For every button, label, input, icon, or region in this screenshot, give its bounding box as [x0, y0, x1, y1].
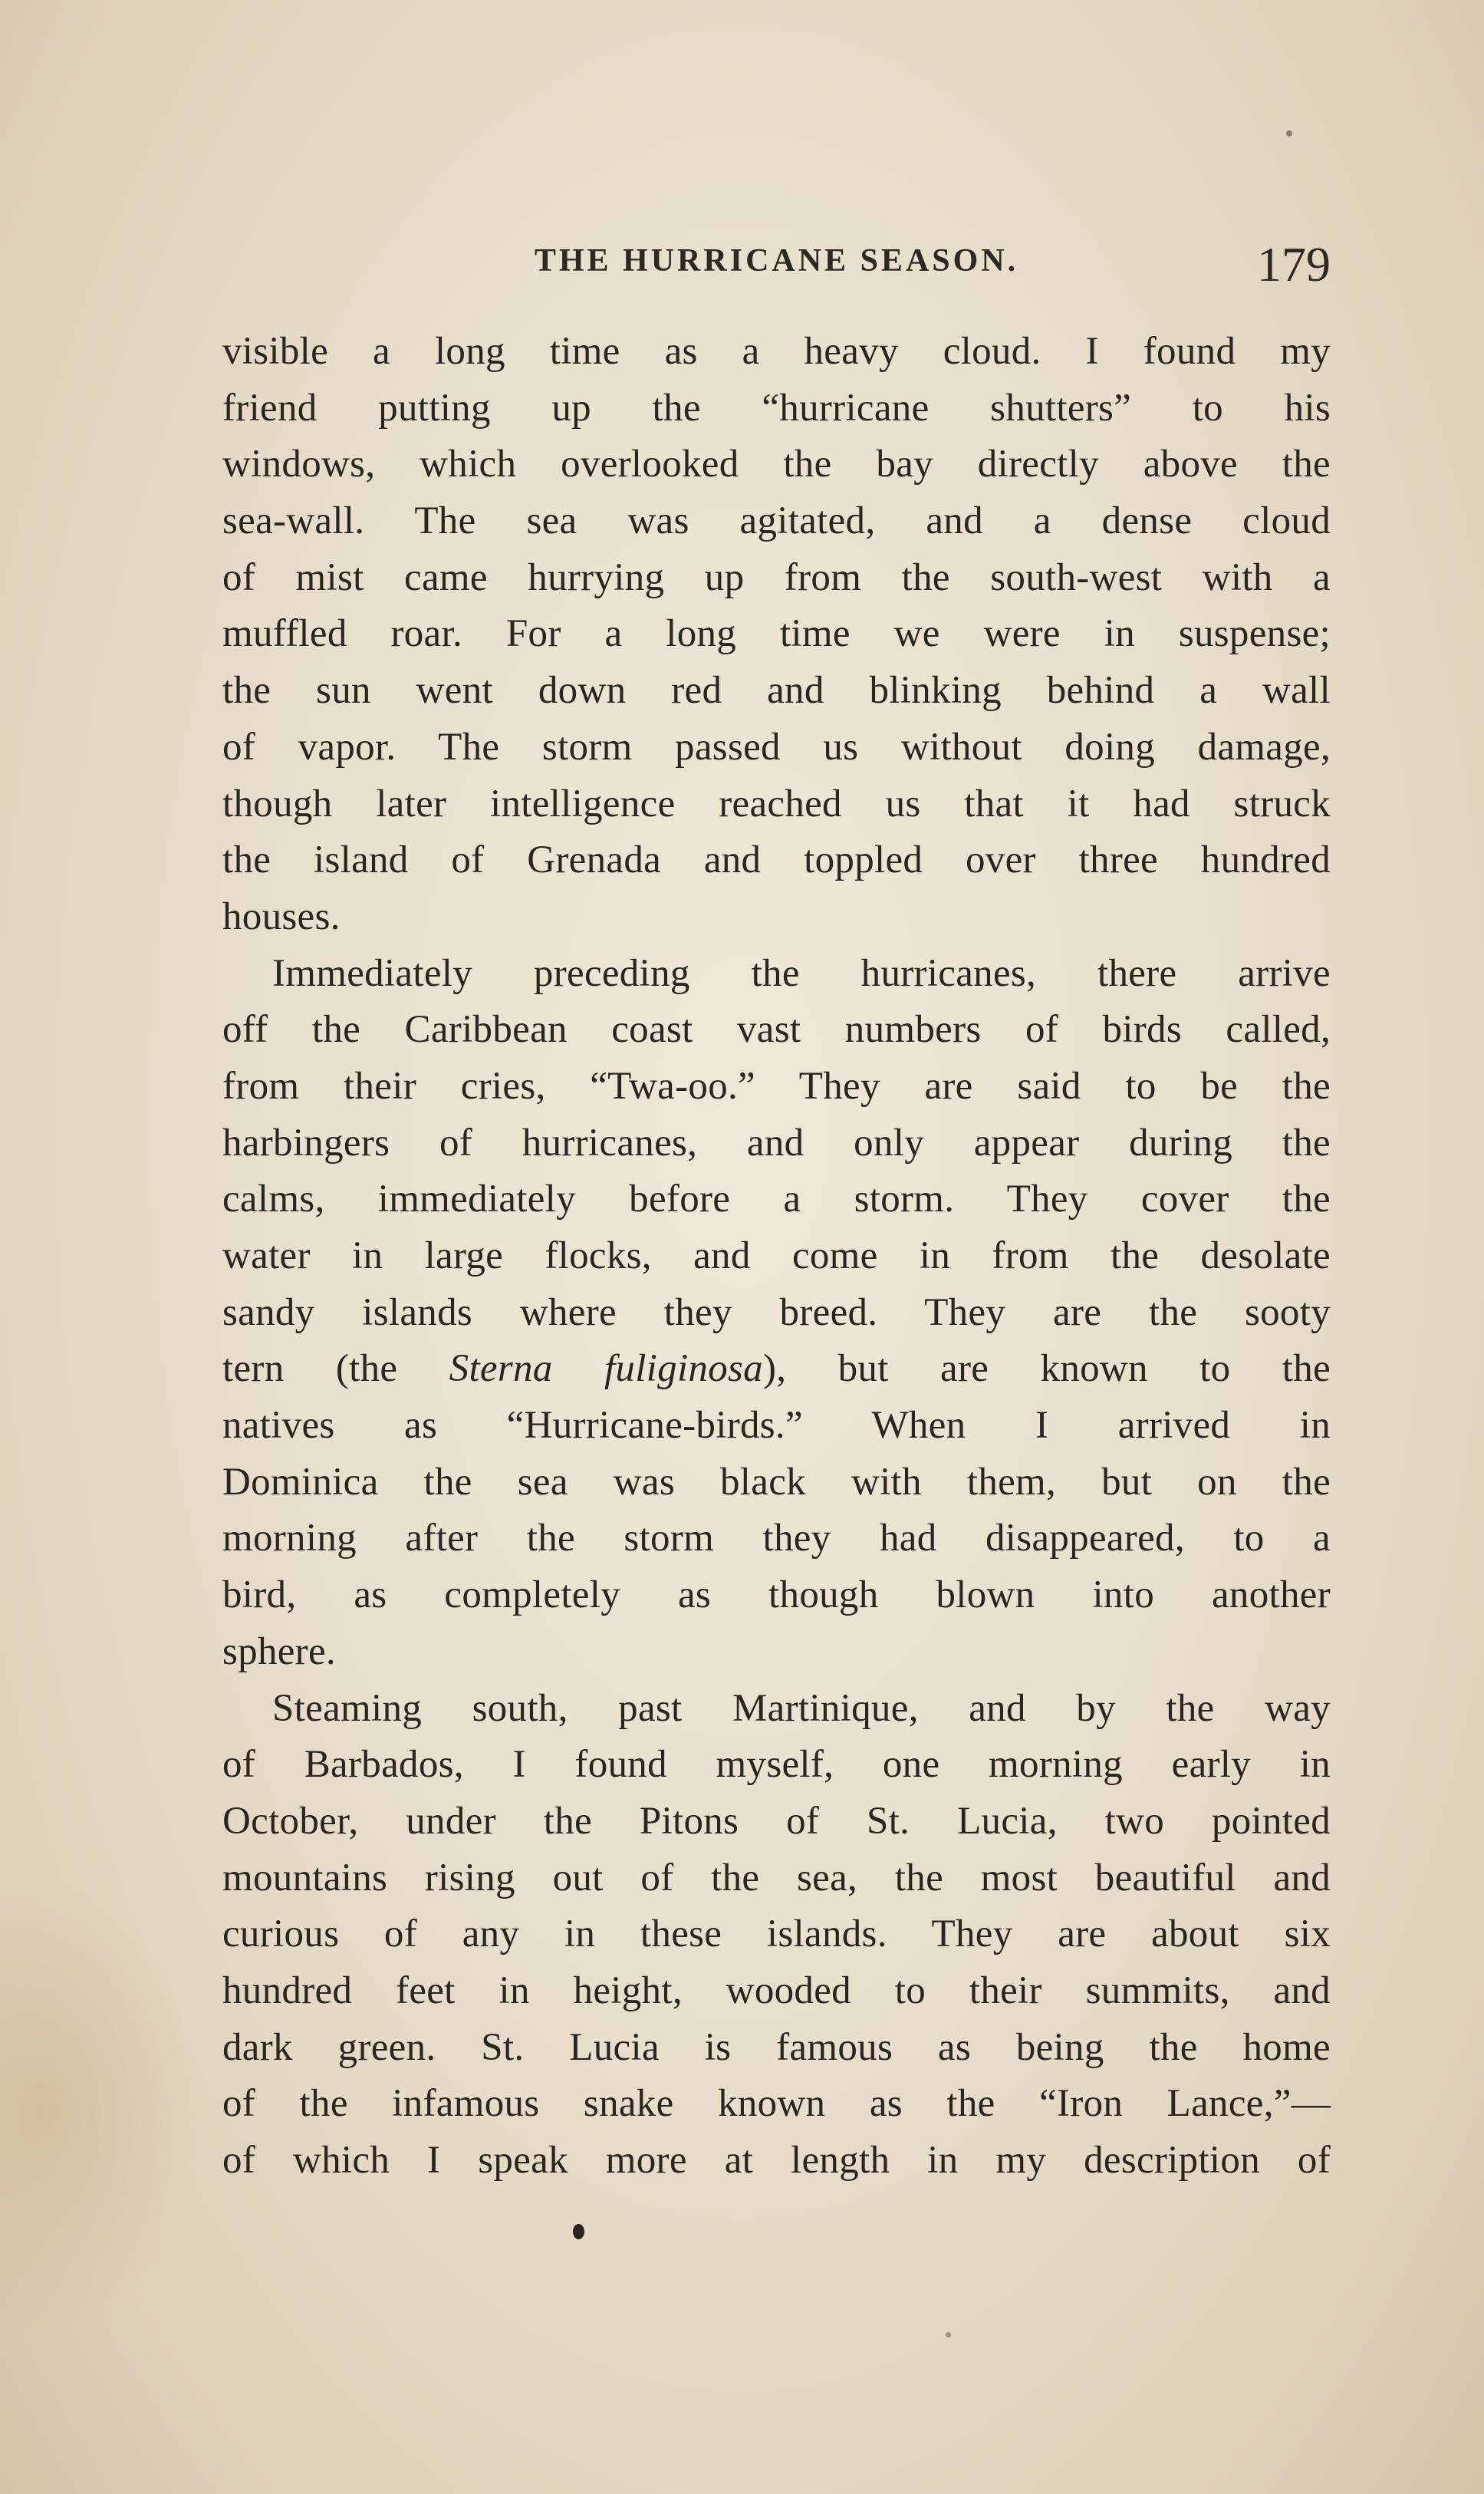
- text-line: sea-wall. The sea was agitated, and a dense cloud: [222, 499, 1331, 543]
- page-header: [222, 230, 1331, 299]
- text-line: harbingers of hurricanes, and only appear during the: [222, 1121, 1331, 1165]
- text-line: off the Caribbean coast vast numbers of birds called,: [222, 1008, 1331, 1052]
- page-number: 179: [1257, 237, 1331, 292]
- text-line: of mist came hurrying up from the south-west with a: [222, 555, 1331, 599]
- text-line-paragraph-start: Steaming south, past Martinique, and by the way: [272, 1686, 1331, 1730]
- text-line: bird, as completely as though blown into another: [222, 1573, 1331, 1617]
- text-line: calms, immediately before a storm. They cover the: [222, 1178, 1331, 1221]
- text-line: Dominica the sea was black with them, but on the: [222, 1460, 1331, 1504]
- text-line-paragraph-end: houses.: [222, 894, 341, 938]
- text-line: the sun went down red and blinking behind a wall: [222, 669, 1331, 713]
- text-line: though later intelligence reached us that it had struck: [222, 782, 1331, 825]
- text-line: of which I speak more at length in my description of: [222, 2139, 1331, 2182]
- text-run: tern (the: [222, 1347, 449, 1391]
- text-line: from their cries, “Twa-oo.” They are said to be the: [222, 1064, 1331, 1108]
- text-line: mountains rising out of the sea, the most beautiful and: [222, 1856, 1331, 1899]
- ink-spot: [573, 2224, 584, 2239]
- text-line: of the infamous snake known as the “Iron Lance,”—: [222, 2082, 1331, 2126]
- text-line: curious of any in these islands. They are about six: [222, 1913, 1331, 1956]
- body-text: [222, 324, 1331, 2189]
- text-line: muffled roar. For a long time we were in suspense;: [222, 612, 1331, 656]
- running-head: THE HURRICANE SEASON.: [534, 243, 1019, 278]
- text-line: water in large flocks, and come in from the desolate: [222, 1234, 1331, 1277]
- text-line: of Barbados, I found myself, one morning early in: [222, 1743, 1331, 1787]
- text-line-paragraph-end: sphere.: [222, 1629, 336, 1673]
- italic-species-name: Sterna fuliginosa: [449, 1347, 763, 1391]
- text-line: morning after the storm they had disappeared, to a: [222, 1517, 1331, 1560]
- text-line: October, under the Pitons of St. Lucia, two pointed: [222, 1799, 1331, 1843]
- ink-speck: [946, 2332, 951, 2338]
- text-line: sandy islands where they breed. They are the sooty: [222, 1290, 1331, 1334]
- paper-stain: [0, 1880, 199, 2340]
- text-line-paragraph-start: Immediately preceding the hurricanes, there arrive: [272, 951, 1331, 995]
- text-line: dark green. St. Lucia is famous as being the home: [222, 2025, 1331, 2069]
- text-run: ), but are known to the: [762, 1347, 1331, 1391]
- text-line: natives as “Hurricane-birds.” When I arrived in: [222, 1404, 1331, 1448]
- ink-speck: [1286, 130, 1292, 137]
- text-line: hundred feet in height, wooded to their summits, and: [222, 1969, 1331, 2012]
- text-line: windows, which overlooked the bay directly above the: [222, 443, 1331, 486]
- text-line: friend putting up the “hurricane shutters” to his: [222, 386, 1331, 430]
- text-line-with-italic: [222, 1341, 1331, 1398]
- text-line: the island of Grenada and toppled over three hundred: [222, 838, 1331, 882]
- text-line: of vapor. The storm passed us without doing damage,: [222, 725, 1331, 769]
- text-line: visible a long time as a heavy cloud. I found my: [222, 330, 1331, 373]
